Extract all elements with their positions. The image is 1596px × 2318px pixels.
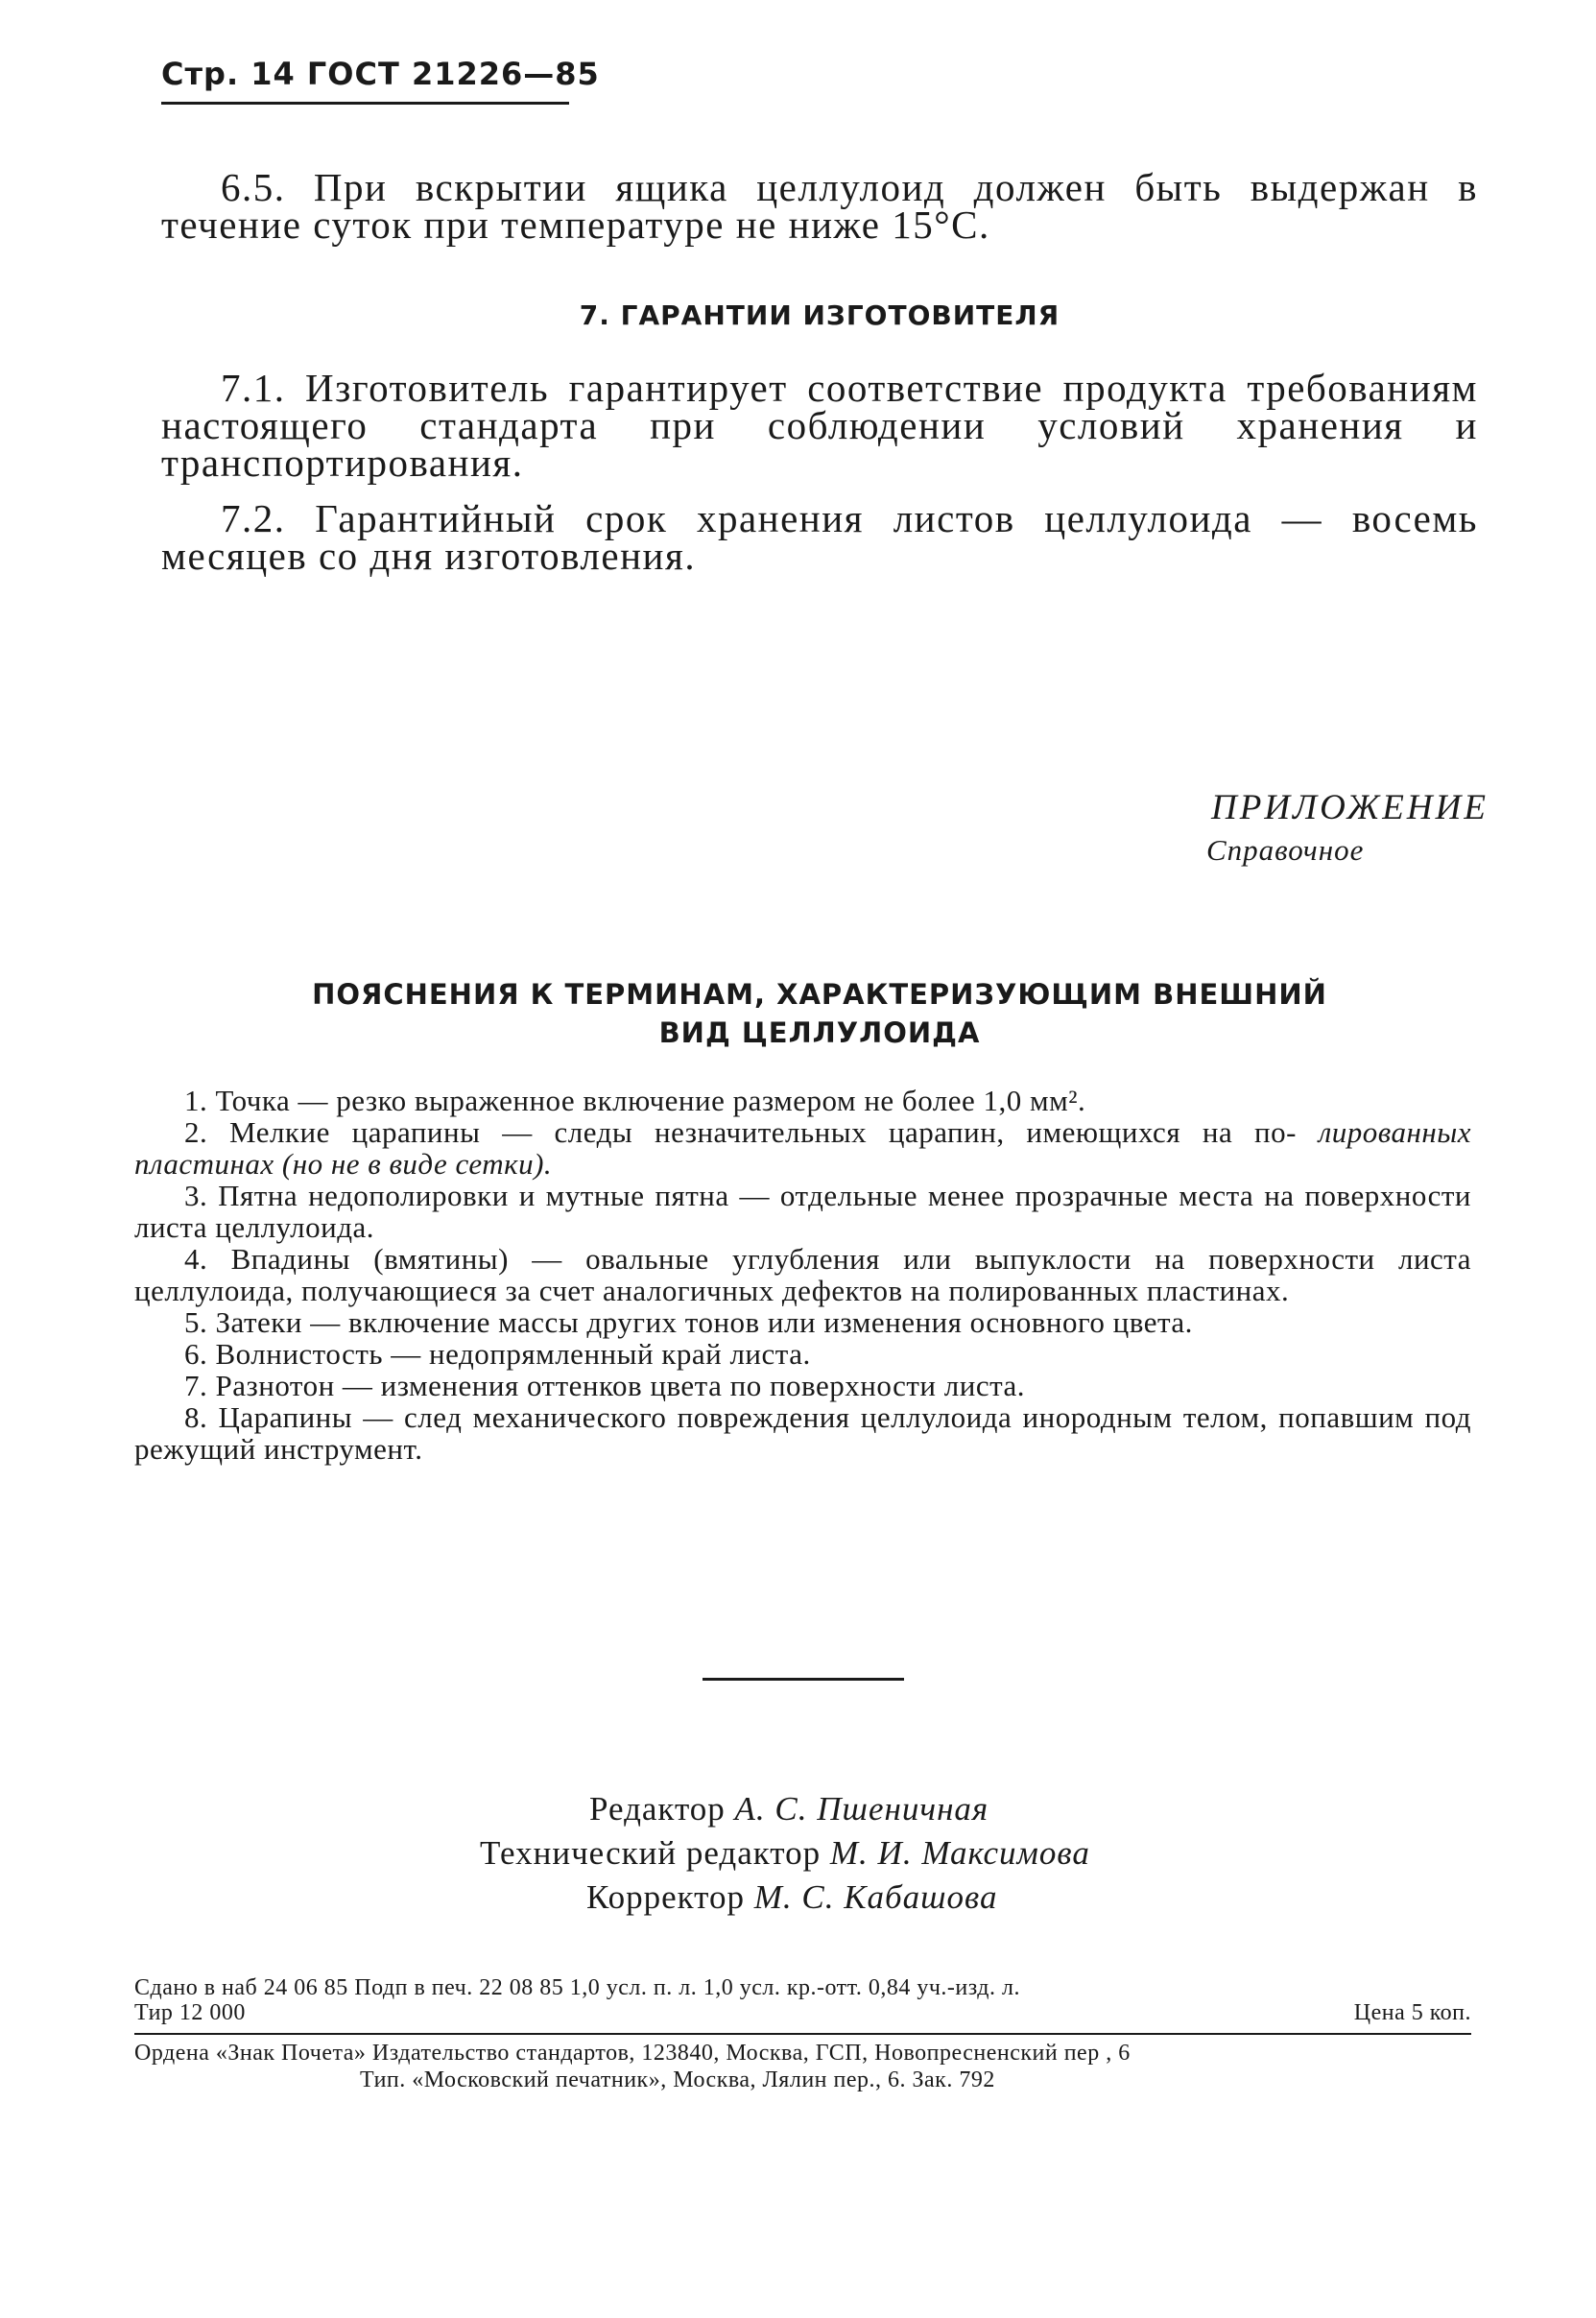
credit-editor-name: А. С. Пшеничная — [734, 1790, 989, 1828]
term-item: 8. Царапины — след механического повреждения целлулоида инородным телом, попавшим под режущий инструмент. — [134, 1400, 1471, 1466]
appendix-title — [161, 975, 1478, 1052]
appendix-label: ПРИЛОЖЕНИЕ — [1211, 788, 1489, 827]
paragraph-7-1 — [161, 366, 1478, 485]
section-7-title: 7. ГАРАНТИИ ИЗГОТОВИТЕЛЯ — [579, 299, 1060, 331]
credit-corrector-name: М. С. Кабашова — [753, 1878, 998, 1916]
imprint-rule — [134, 2033, 1471, 2035]
paragraph-7-1-text: 7.1. Изготовитель гарантирует соответствие продукта требованиям настоящего стандарта при соблюдении условий хранения и транспортирования. — [161, 366, 1478, 485]
term-item: 1. Точка — резко выраженное включение размером не более 1,0 мм². — [184, 1084, 1086, 1117]
appendix-title-line2: ВИД ЦЕЛЛУЛОИДА — [658, 1016, 981, 1049]
credit-editor — [589, 1787, 989, 1831]
term-item: 3. Пятна недополировки и мутные пятна — отдельные менее прозрачные места на поверхности листа целлулоида. — [134, 1179, 1471, 1244]
imprint-line1: Сдано в наб 24 06 85 Подп в печ. 22 08 85 1,0 усл. п. л. 1,0 усл. кр.-отт. 0,84 уч.-изд. л. — [134, 1975, 1020, 2000]
credit-tech-editor — [480, 1831, 1090, 1876]
imprint-printer: Тип. «Московский печатник», Москва, Лялин пер., 6. Зак. 792 — [360, 2067, 995, 2092]
term-item: 2. Мелкие царапины — следы незначительных царапин, имеющихся на по- лированных пластинах (но не в виде сетки). — [134, 1115, 1472, 1181]
appendix-sublabel: Справочное — [1206, 833, 1365, 867]
credit-corrector-role: Корректор — [586, 1878, 746, 1916]
page-header: Стр. 14 ГОСТ 21226—85 — [161, 56, 600, 92]
credit-corrector — [586, 1876, 998, 1920]
header-rule — [161, 102, 569, 105]
imprint-line2 — [134, 2000, 1471, 2025]
imprint-publisher: Ордена «Знак Почета» Издательство стандартов, 123840, Москва, ГСП, Новопресненский пер , 6 — [134, 2041, 1131, 2066]
terms-list — [134, 1085, 1471, 1465]
credit-tech-editor-name: М. И. Максимова — [829, 1834, 1090, 1872]
term-item: 4. Впадины (вмятины) — овальные углубления или выпуклости на поверхности листа целлулоида, получающиеся за счет аналогичных дефектов на полированных пластинах. — [134, 1242, 1471, 1307]
term-item: 6. Волнистость — недопрямленный край листа. — [184, 1337, 811, 1371]
term-item: 7. Разнотон — изменения оттенков цвета по поверхности листа. — [184, 1369, 1026, 1402]
term-item: 5. Затеки — включение массы других тонов или изменения основного цвета. — [184, 1305, 1193, 1339]
credit-editor-role: Редактор — [589, 1790, 726, 1828]
imprint-circulation: Тир 12 000 — [134, 2000, 246, 2025]
term-item-italic: лированных пластинах (но не в виде сетки). — [134, 1115, 1472, 1181]
paragraph-7-2-text: 7.2. Гарантийный срок хранения листов целлулоида — восемь месяцев со дня изготовления. — [161, 496, 1478, 578]
section-separator — [703, 1678, 904, 1681]
appendix-title-line1: ПОЯСНЕНИЯ К ТЕРМИНАМ, ХАРАКТЕРИЗУЮЩИМ ВНЕШНИЙ — [312, 978, 1327, 1011]
paragraph-7-2 — [161, 496, 1478, 578]
imprint-price: Цена 5 коп. — [1353, 2000, 1471, 2025]
paragraph-6-5-text: 6.5. При вскрытии ящика целлулоид должен быть выдержан в течение суток при температуре не ниже 15°С. — [161, 165, 1478, 247]
credit-tech-editor-role: Технический редактор — [480, 1834, 822, 1872]
paragraph-6-5 — [161, 165, 1478, 247]
